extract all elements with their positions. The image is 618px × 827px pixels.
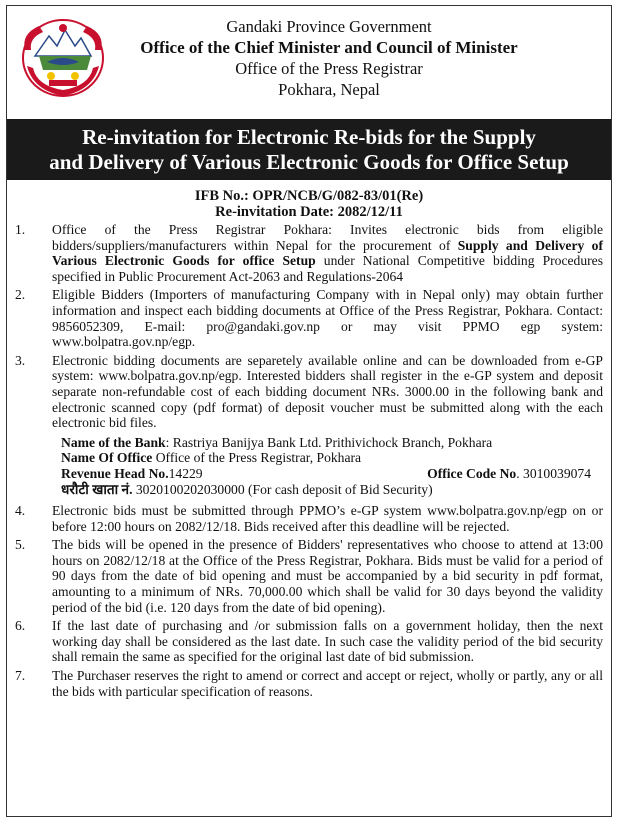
item-text: Eligible Bidders (Importers of manufacturing Company with in Nepal only) may obtain further information and inspect each bidding documents at Office of the Press Registrar, Pokhara. Contact: 9856052309, E-mail: pro@gandaki.gov.np or may visit PPMO egp system: www.bolpatra.gov.np/egp. bbox=[52, 287, 603, 350]
item-number: 6. bbox=[15, 618, 26, 634]
notice-title bbox=[7, 119, 611, 180]
notice-items bbox=[15, 222, 603, 699]
item-number: 7. bbox=[15, 668, 26, 684]
item-text: If the last date of purchasing and /or submission falls on a government holiday, then the next working day shall be considered as the last date. In such case the validity period of the bid security shall remain the same as specified for the original last date of bid submission. bbox=[52, 618, 603, 665]
list-item bbox=[15, 618, 603, 665]
item-number: 4. bbox=[15, 503, 26, 519]
bank-name-row bbox=[61, 435, 603, 451]
item-text-post: under National Competitive bidding Procedures specified in Public Procurement Act-2063 and Regulations-2064 bbox=[52, 253, 603, 284]
office-location: Pokhara, Nepal bbox=[278, 80, 380, 99]
revenue-head-label: Revenue Head No. bbox=[61, 465, 169, 481]
office-code bbox=[427, 466, 591, 482]
notice-header bbox=[7, 6, 611, 119]
item-text: Electronic bidding documents are separetely available online and can be downloaded from e-GP system: www.bolpatra.gov.np/egp. Interested bidders shall register in the e-GP system and deposit separate non-refundable cost of each bidding document NRs. 3000.00 in the following bank and electronic scanned copy (pdf format) of deposit voucher must be submitted along with the each electronic bid files. bbox=[52, 352, 603, 431]
item-text: Electronic bids must be submitted through PPMO’s e-GP system www.bolpatra.gov.np/egp on or before 12:00 hours on 2082/12/18. Bids received after this deadline will be rejected. bbox=[52, 503, 603, 534]
list-item bbox=[15, 287, 603, 349]
item-number: 2. bbox=[15, 287, 26, 303]
bank-name-label: Name of the Bank bbox=[61, 434, 166, 450]
item-text: The Purchaser reserves the right to amend or correct and accept or reject, wholly or partly, any or all the bids with particular specification of reasons. bbox=[52, 668, 603, 699]
item-text-pre: Office of the Press Registrar Pokhara: Invites electronic bids from eligible bidders/suppliers/manufacturers within Nepal for the procurement of bbox=[52, 222, 603, 253]
office-name-value: Office of the Press Registrar, Pokhara bbox=[152, 450, 362, 466]
item-text bbox=[52, 222, 603, 284]
bank-name-value: : Rastriya Banijya Bank Ltd. Prithivichock Branch, Pokhara bbox=[165, 434, 493, 450]
office-name-row bbox=[61, 450, 603, 466]
office-name-label: Name Of Office bbox=[61, 450, 153, 466]
item-text-bold: Supply and Delivery of Various Electronic Goods for office Setup bbox=[52, 237, 603, 269]
revenue-head-value: 14229 bbox=[168, 465, 203, 481]
list-item bbox=[15, 537, 603, 615]
list-item bbox=[15, 668, 603, 699]
bank-details bbox=[61, 435, 603, 497]
government-name: Gandaki Province Government bbox=[226, 17, 432, 36]
revenue-row bbox=[61, 466, 603, 482]
list-item bbox=[15, 503, 603, 534]
item-number: 5. bbox=[15, 537, 26, 553]
ifb-number: IFB No.: OPR/NCB/G/082-83/01(Re) bbox=[194, 188, 424, 204]
item-number: 1. bbox=[15, 222, 26, 237]
list-item bbox=[15, 222, 603, 284]
deposit-account-value: 3020100202030000 (For cash deposit of Bid Security) bbox=[132, 481, 433, 497]
list-item bbox=[15, 353, 603, 431]
ifb-block bbox=[7, 188, 611, 220]
revenue-head bbox=[61, 466, 203, 482]
deposit-account-label: धरौटी खाता नं. bbox=[61, 481, 133, 497]
nepal-emblem-icon bbox=[19, 16, 107, 100]
office-code-value: . 3010039074 bbox=[516, 465, 591, 481]
item-number: 3. bbox=[15, 352, 26, 368]
office-code-label: Office Code No bbox=[427, 465, 517, 481]
deposit-account-row bbox=[61, 482, 603, 498]
title-line-1: Re-invitation for Electronic Re-bids for the Supply bbox=[82, 125, 536, 149]
title-line-2: and Delivery of Various Electronic Goods for Office Setup bbox=[49, 150, 569, 174]
office-press-registrar: Office of the Press Registrar bbox=[235, 59, 423, 78]
notice-page bbox=[6, 5, 612, 817]
item-text: The bids will be opened in the presence of Bidders' representatives who choose to attend at 13:00 hours on 2082/12/18 at the Office of the Press Registrar, Pokhara. Bids must be valid for a period of 90 days from the date of bid opening and must be accompanied by a bid security in pdf format, amounting to a minimum of NRs. 70,000.00 which shall be valid for 30 days beyond the validity period of the bid (i.e. 120 days from the date of bid opening). bbox=[52, 537, 603, 615]
reinvitation-date: Re-invitation Date: 2082/12/11 bbox=[215, 204, 403, 220]
office-chief-minister: Office of the Chief Minister and Council of Minister bbox=[140, 38, 518, 57]
